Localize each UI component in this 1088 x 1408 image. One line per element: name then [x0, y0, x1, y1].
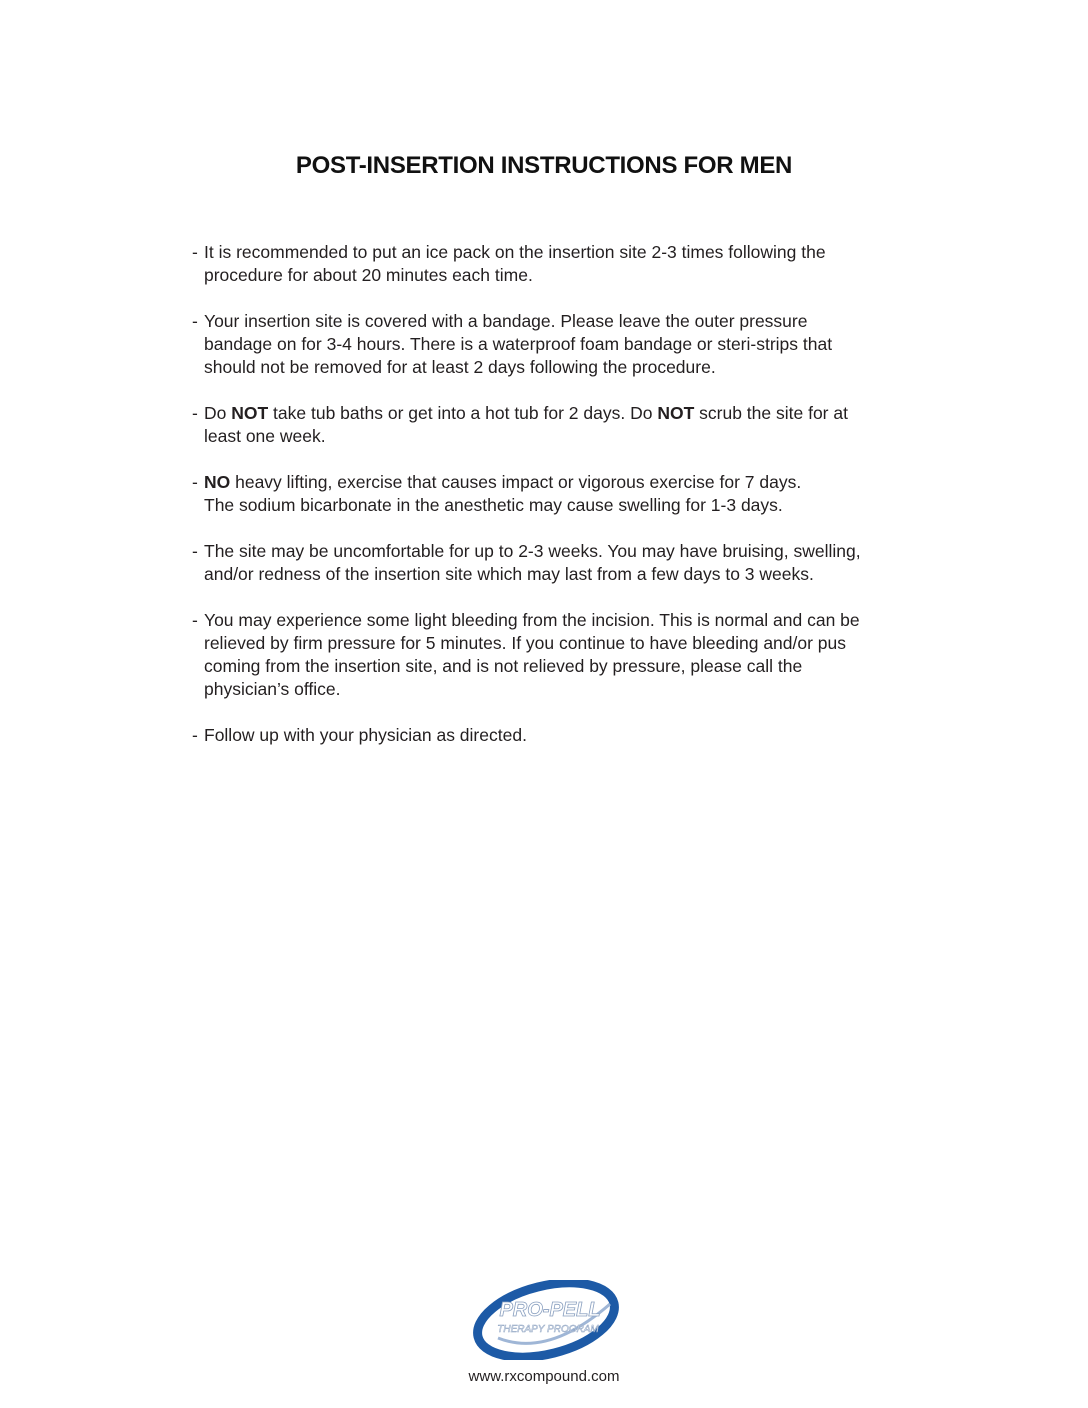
list-item-text-post: heavy lifting, exercise that causes impact or vigorous exercise for 7 days. The sodium bicarbonate in the anesthetic may cause swelling for 1-3 days.: [204, 472, 802, 515]
list-item: [192, 540, 962, 586]
list-item: [192, 241, 962, 287]
list-dash: -: [192, 242, 198, 262]
logo-name: PRO-PELL: [499, 1299, 601, 1321]
emphasis-no: NO: [204, 472, 231, 492]
list-dash: -: [192, 472, 198, 492]
list-item: [192, 471, 962, 517]
list-item: [192, 402, 962, 448]
logo-subtitle: THERAPY PROGRAM: [497, 1324, 599, 1335]
list-item-text-post: scrub the site for at least one week.: [204, 403, 848, 446]
list-item: [192, 310, 962, 379]
list-dash: -: [192, 541, 198, 561]
list-item-text-pre: Do: [204, 403, 232, 423]
emphasis-not: NOT: [231, 403, 269, 423]
list-dash: -: [192, 311, 198, 331]
list-item-text: The site may be uncomfortable for up to 2-3 weeks. You may have bruising, swelling, and/or redness of the insertion site which may last from a few days to 3 weeks.: [204, 541, 861, 584]
list-dash: -: [192, 725, 198, 745]
pro-pell-logo: [468, 1280, 628, 1360]
instructions-list: [192, 241, 962, 770]
list-item-text: It is recommended to put an ice pack on the insertion site 2-3 times following the procedure for about 20 minutes each time.: [204, 242, 826, 285]
emphasis-not: NOT: [657, 403, 695, 423]
list-dash: -: [192, 403, 198, 423]
page-title: POST-INSERTION INSTRUCTIONS FOR MEN: [295, 152, 793, 179]
list-item-text: Your insertion site is covered with a bandage. Please leave the outer pressure bandage on for 3-4 hours. There is a waterproof foam bandage or steri-strips that should not be removed for at least 2 days following the procedure.: [204, 311, 833, 377]
website-url: www.rxcompound.com: [468, 1368, 620, 1385]
list-item-text: You may experience some light bleeding from the incision. This is normal and can be relieved by firm pressure for 5 minutes. If you continue to have bleeding and/or pus coming from the insertion site, and is not relieved by pressure, please call the physician’s office.: [204, 610, 860, 699]
list-item-text-mid: take tub baths or get into a hot tub for 2 days. Do: [268, 403, 658, 423]
list-item-text: Follow up with your physician as directed.: [204, 725, 527, 745]
list-dash: -: [192, 610, 198, 630]
list-item: [192, 724, 962, 747]
list-item: [192, 609, 962, 701]
